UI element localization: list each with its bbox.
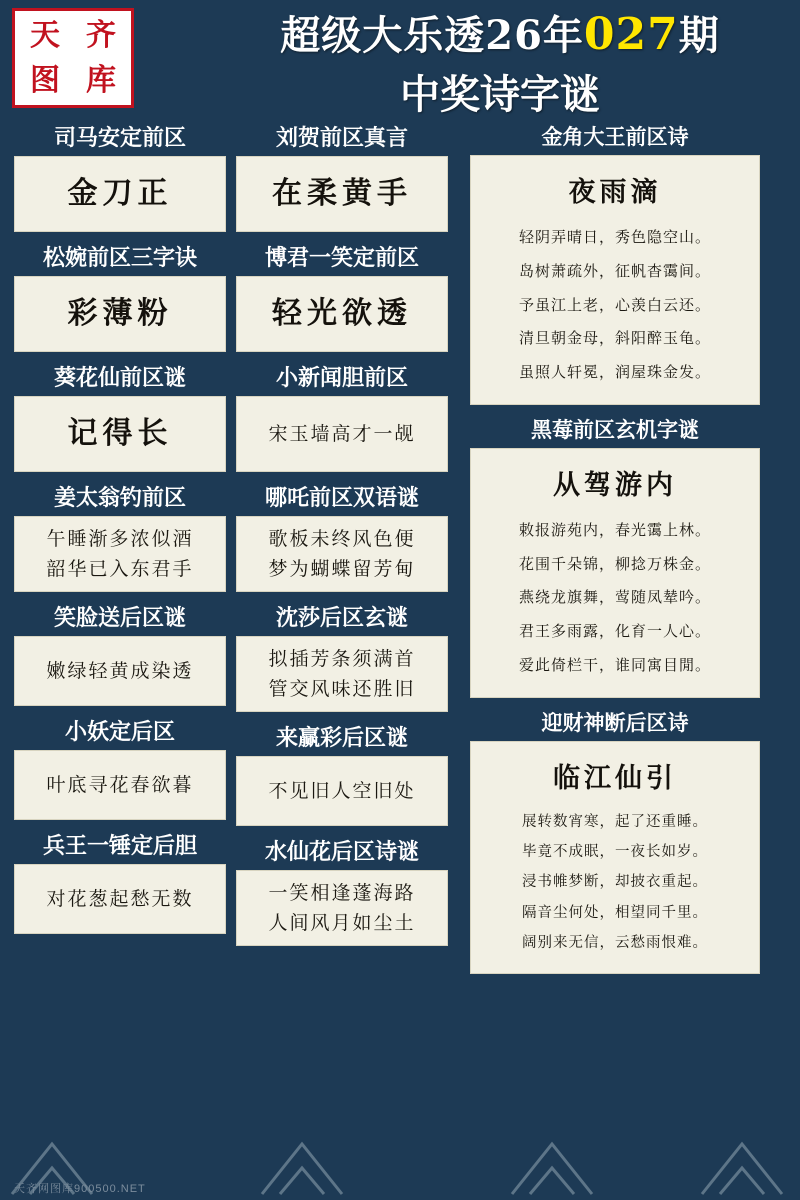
riddle-card xyxy=(14,750,226,820)
page-title xyxy=(200,4,800,61)
riddle-text: 轻光欲透 xyxy=(272,296,412,332)
seal-char: 齐 xyxy=(86,17,116,53)
riddle-title: 刘贺前区真言 xyxy=(275,125,408,151)
riddle-card xyxy=(14,156,226,232)
poem-line: 浸书帷梦断，却披衣重起。 xyxy=(522,874,708,891)
riddle-text: 叶底寻花春欲暮 xyxy=(46,773,194,796)
riddle-title: 葵花仙前区谜 xyxy=(53,365,186,391)
riddle-block xyxy=(236,118,448,232)
poem-block xyxy=(470,411,760,698)
riddle-block xyxy=(236,478,448,592)
riddle-block xyxy=(236,832,448,946)
riddle-text: 一笑相逢蓬海路 xyxy=(268,881,416,904)
riddle-card xyxy=(236,870,448,946)
riddle-block xyxy=(236,598,448,712)
riddle-block xyxy=(236,718,448,826)
title-suffix: 期 xyxy=(678,12,720,59)
header xyxy=(0,0,800,118)
poem-title: 黑莓前区玄机字谜 xyxy=(531,416,699,442)
riddle-text: 不见旧人空旧处 xyxy=(268,779,416,802)
poem-card xyxy=(470,741,760,974)
riddle-block xyxy=(14,478,226,592)
column-right xyxy=(470,118,760,980)
seal-char: 天 xyxy=(30,17,60,53)
riddle-title: 水仙花后区诗谜 xyxy=(264,839,419,865)
page-subtitle: 中奖诗字谜 xyxy=(400,71,600,118)
riddle-block xyxy=(236,238,448,352)
riddle-block xyxy=(236,358,448,472)
issue-number: 027 xyxy=(583,9,679,60)
riddle-card xyxy=(236,396,448,472)
riddle-text: 金刀正 xyxy=(67,176,173,212)
poem-heading: 夜雨滴 xyxy=(568,177,662,208)
poem-line: 花围千朵锦，柳捻万株金。 xyxy=(518,554,711,573)
riddle-card xyxy=(236,276,448,352)
riddle-text: 宋玉墙高才一觇 xyxy=(268,422,416,445)
riddle-text: 韶华已入东君手 xyxy=(46,558,194,580)
seal-char: 库 xyxy=(86,62,116,98)
riddle-card xyxy=(14,396,226,472)
riddle-text: 对花葱起愁无数 xyxy=(46,887,194,910)
poem-line: 轻阴弄晴日，秀色隐空山。 xyxy=(518,228,711,246)
riddle-text: 彩薄粉 xyxy=(67,296,173,332)
riddle-card xyxy=(236,756,448,826)
riddle-card xyxy=(14,864,226,934)
riddle-card xyxy=(236,156,448,232)
riddle-title: 小妖定后区 xyxy=(64,719,175,745)
poem-title: 迎财神断后区诗 xyxy=(541,709,689,735)
column-middle xyxy=(236,118,448,980)
riddle-title: 哪吒前区双语谜 xyxy=(264,485,419,511)
poem-title: 金角大王前区诗 xyxy=(541,124,689,149)
riddle-card xyxy=(14,516,226,592)
poem-line: 毕竟不成眠，一夜长如岁。 xyxy=(522,843,708,860)
riddle-text: 记得长 xyxy=(67,416,173,452)
poem-line: 阔别来无信，云愁雨恨难。 xyxy=(522,935,708,952)
poem-line: 岛树萧疏外，征帆杳霭间。 xyxy=(518,261,711,280)
riddle-text: 人间风月如尘土 xyxy=(268,912,416,934)
poem-block xyxy=(470,118,760,405)
seal-char: 图 xyxy=(30,62,60,98)
riddle-block xyxy=(14,712,226,820)
poem-line: 予虽江上老，心羡白云还。 xyxy=(518,295,711,314)
riddle-title: 笑脸送后区谜 xyxy=(53,605,186,631)
riddle-title: 松婉前区三字诀 xyxy=(42,245,197,271)
poem-heading: 从驾游内 xyxy=(553,469,677,501)
riddle-block xyxy=(14,118,226,232)
riddle-title: 博君一笑定前区 xyxy=(264,245,419,271)
poem-heading: 临江仙引 xyxy=(553,762,677,794)
title-block xyxy=(200,4,800,120)
riddle-block xyxy=(14,238,226,352)
title-prefix: 超级大乐透26年 xyxy=(280,12,584,59)
riddle-text: 歌板未终风色便 xyxy=(268,527,416,550)
watermark-text: 天齐网图库900500.NET xyxy=(14,1183,146,1195)
poem-block xyxy=(470,704,760,974)
column-left xyxy=(14,118,226,980)
poem-line: 爱此倚栏干，谁同寓目閒。 xyxy=(518,655,711,674)
poem-line: 展转数宵寒，起了还重睡。 xyxy=(522,813,708,830)
riddle-card xyxy=(236,636,448,712)
riddle-text: 午睡渐多浓似酒 xyxy=(46,527,194,550)
riddle-card xyxy=(14,276,226,352)
logo-seal xyxy=(12,8,134,108)
riddle-title: 姜太翁钓前区 xyxy=(53,485,186,511)
poem-line: 虽照人轩冕，润屋珠金发。 xyxy=(518,363,711,381)
poem-line: 敕报游苑内，春光霭上林。 xyxy=(518,520,711,539)
riddle-title: 司马安定前区 xyxy=(53,125,186,151)
content-area xyxy=(0,118,800,980)
poem-line: 君王多雨露，化育一人心。 xyxy=(518,622,711,640)
poem-card xyxy=(470,448,760,698)
poem-line: 燕绕龙旗舞，莺随凤辇吟。 xyxy=(518,588,711,607)
riddle-title: 小新闻胆前区 xyxy=(275,365,408,391)
riddle-text: 在柔黄手 xyxy=(272,176,412,212)
riddle-card xyxy=(236,516,448,592)
riddle-title: 来赢彩后区谜 xyxy=(275,725,408,751)
poem-card xyxy=(470,155,760,405)
riddle-text: 管交风味还胜旧 xyxy=(268,678,416,700)
riddle-text: 嫩绿轻黄成染透 xyxy=(46,659,194,682)
poem-line: 清旦朝金母，斜阳醉玉龟。 xyxy=(518,329,711,348)
footer-decoration xyxy=(0,1128,800,1200)
riddle-block xyxy=(14,598,226,706)
riddle-text: 梦为蝴蝶留芳甸 xyxy=(268,558,416,580)
riddle-block xyxy=(14,826,226,934)
riddle-title: 兵王一锤定后胆 xyxy=(42,833,197,859)
riddle-block xyxy=(14,358,226,472)
poem-line: 隔音尘何处，相望同千里。 xyxy=(522,904,708,921)
riddle-text: 拟插芳条须满首 xyxy=(268,647,416,670)
riddle-card xyxy=(14,636,226,706)
riddle-title: 沈莎后区玄谜 xyxy=(275,605,408,631)
